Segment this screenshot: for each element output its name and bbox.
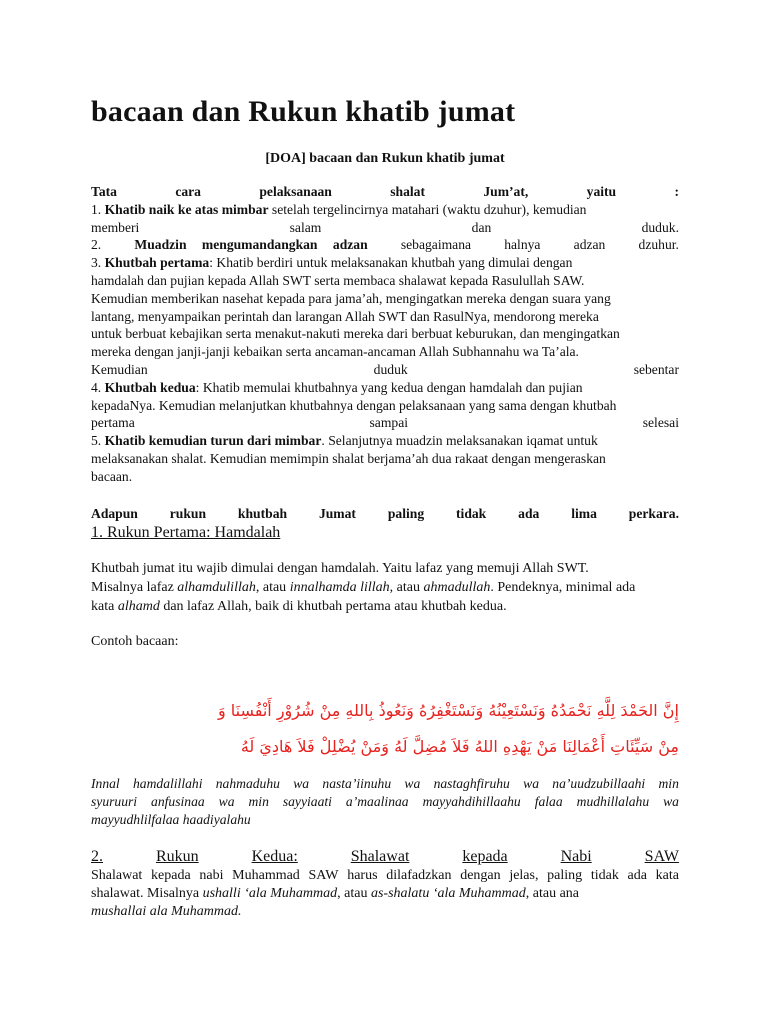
word: salam bbox=[289, 219, 322, 235]
step-title: Muadzin mengumandangkan adzan bbox=[134, 237, 368, 253]
word: paling bbox=[547, 868, 583, 883]
text: shalawat. Misalnya bbox=[91, 885, 203, 901]
step-number: 5. bbox=[91, 433, 102, 449]
step-text: : Khatib berdiri untuk melaksanakan khutbah yang dimulai dengan bbox=[209, 255, 573, 271]
rukun-2-heading bbox=[91, 847, 679, 867]
word: nabi bbox=[199, 868, 224, 883]
italic-term: alhamdulillah bbox=[177, 580, 256, 595]
word: SAW bbox=[644, 848, 679, 865]
word: wa bbox=[218, 793, 235, 809]
text: , atau bbox=[255, 580, 290, 595]
word: nastaghfiruhu bbox=[433, 776, 510, 791]
word: nasta’iinuhu bbox=[322, 776, 392, 791]
step-3-text: lantang, menyampaikan perintah dan larangan Allah SWT dan RasulNya, mendorong mereka bbox=[91, 308, 599, 324]
word: hamdalillahi bbox=[132, 776, 203, 791]
italic-term: innalhamda lillah bbox=[289, 580, 390, 595]
step-title: Khutbah pertama bbox=[104, 255, 210, 271]
transliteration bbox=[91, 775, 679, 828]
step-number: 2. bbox=[91, 237, 102, 253]
word: Kemudian bbox=[91, 361, 148, 377]
word: harus bbox=[347, 868, 378, 883]
tata-cara-section bbox=[91, 183, 679, 486]
rukun-2-line-2 bbox=[91, 885, 679, 903]
word: rukun bbox=[169, 506, 207, 521]
page-title: bacaan dan Rukun khatib jumat bbox=[91, 95, 516, 128]
text: . Pendeknya, minimal ada bbox=[490, 580, 636, 595]
word: anfusinaa bbox=[151, 793, 205, 809]
word: dilafadzkan bbox=[386, 868, 452, 883]
step-number: 3. bbox=[91, 255, 102, 271]
step-2-line bbox=[91, 236, 679, 254]
translit-line-1 bbox=[91, 775, 679, 793]
document-subtitle: [DOA] bacaan dan Rukun khatib jumat bbox=[265, 151, 505, 166]
word: wa bbox=[663, 793, 679, 809]
arabic-line-1: إِنَّ الحَمْدَ لِلَّهِ نَحْمَدُهُ وَنَسْتَعِيْنُهُ وَنَسْتَغْفِرُهُ وَنَعُوذُ بِاللهِ مِنْ شُرُوْرِ أَنْفُسِنَا وَ bbox=[217, 701, 679, 720]
word: a’maalinaa bbox=[345, 793, 409, 809]
word: Shalawat bbox=[350, 848, 410, 865]
word: mudhillalahu bbox=[576, 793, 650, 809]
step-text: . Selanjutnya muadzin melaksanakan iqamat untuk bbox=[321, 433, 598, 449]
rukun-1-paragraph bbox=[91, 559, 679, 616]
rukun-2-section bbox=[91, 847, 679, 920]
step-title: Khatib naik ke atas mimbar bbox=[104, 201, 269, 217]
tata-cara-heading bbox=[91, 183, 679, 201]
text: , atau bbox=[389, 580, 424, 595]
word: adzan bbox=[573, 237, 606, 253]
word: kepada bbox=[151, 868, 191, 883]
step-4-text: kepadaNya. Kemudian melanjutkan khutbahnya dengan pelaksanaan yang sama dengan khutbah bbox=[91, 397, 617, 413]
text: dan lafaz Allah, baik di khutbah pertama atau khutbah kedua. bbox=[159, 599, 507, 614]
italic-term: ushalli ‘ala Muhammad bbox=[202, 885, 338, 901]
arabic-line-2: مِنْ سَيِّئَاتِ أَعْمَالِنَا مَنْ يَهْدِهِ اللهُ فَلاَ مُضِلَّ لَهُ وَمَنْ يُضْلِلْ فَلاَ هَادِيَ لَهُ bbox=[240, 737, 679, 756]
word: min bbox=[658, 776, 679, 791]
word: duduk. bbox=[641, 219, 679, 235]
italic-term: alhamd bbox=[117, 599, 160, 614]
paragraph-line: Khutbah jumat itu wajib dimulai dengan hamdalah. Yaitu lafaz yang memuji Allah SWT. bbox=[91, 561, 589, 576]
word: sebagaimana bbox=[400, 237, 472, 253]
paragraph-line bbox=[91, 578, 679, 597]
word: memberi bbox=[91, 219, 140, 235]
heading-word: Tata bbox=[91, 184, 117, 199]
word: selesai bbox=[642, 415, 679, 431]
step-3-line bbox=[91, 254, 679, 272]
word: syuruuri bbox=[91, 793, 138, 809]
word: SAW bbox=[308, 868, 339, 883]
word: 2. bbox=[91, 848, 103, 865]
step-title: Khatib kemudian turun dari mimbar bbox=[104, 433, 322, 449]
word: kata bbox=[655, 868, 679, 883]
word: duduk bbox=[373, 361, 408, 377]
step-5-text: melaksanakan shalat. Kemudian memimpin shalat berjama’ah dua rakaat dengan mengeraskan bbox=[91, 450, 606, 466]
step-3-text: Kemudian memberikan nasehat kepada para jama’ah, mengingatkan mereka dengan suara yang bbox=[91, 290, 611, 306]
translit-line-2 bbox=[91, 793, 679, 811]
word: kepada bbox=[462, 848, 508, 865]
text: , atau bbox=[337, 885, 371, 901]
heading-word: pelaksanaan bbox=[259, 184, 332, 199]
word: falaa bbox=[534, 793, 563, 809]
heading-word: yaitu bbox=[586, 184, 617, 199]
word: jelas, bbox=[509, 868, 539, 883]
word: Innal bbox=[91, 776, 120, 791]
translit-line-3: mayyudhlilfalaa haadiyalahu bbox=[91, 811, 251, 827]
word: tidak bbox=[590, 868, 619, 883]
word: Kedua: bbox=[251, 848, 298, 865]
word: ada bbox=[627, 868, 647, 883]
word: Jumat bbox=[318, 506, 356, 521]
italic-term: ahmadullah bbox=[423, 580, 491, 595]
word: Muhammad bbox=[232, 868, 300, 883]
step-1-line-2 bbox=[91, 219, 679, 237]
text: Misalnya lafaz bbox=[91, 580, 178, 595]
word: wa bbox=[523, 776, 540, 791]
word: na’uudzubillaahi bbox=[552, 776, 646, 791]
rukun-intro-line bbox=[91, 505, 679, 523]
step-5-text: bacaan. bbox=[91, 468, 133, 484]
step-number: 4. bbox=[91, 379, 102, 395]
word: halnya bbox=[504, 237, 541, 253]
word: Shalawat bbox=[91, 868, 143, 883]
heading-word: Jum’at, bbox=[483, 184, 529, 199]
word: lima bbox=[571, 506, 597, 521]
rukun-1-heading-wrap bbox=[91, 523, 679, 543]
word: nahmaduhu bbox=[215, 776, 280, 791]
word: perkara. bbox=[628, 506, 679, 521]
word: wa bbox=[293, 776, 310, 791]
step-text: : Khatib memulai khutbahnya yang kedua dengan hamdalah dan pujian bbox=[195, 379, 583, 395]
step-text: setelah tergelincirnya matahari (waktu dzuhur), kemudian bbox=[271, 201, 587, 217]
word: tidak bbox=[456, 506, 487, 521]
rukun-intro bbox=[91, 505, 679, 523]
step-4-line bbox=[91, 379, 679, 397]
heading-word: cara bbox=[175, 184, 201, 199]
word: Rukun bbox=[155, 848, 199, 865]
step-1-line bbox=[91, 201, 679, 219]
word: paling bbox=[387, 506, 425, 521]
rukun-1-heading: 1. Rukun Pertama: Hamdalah bbox=[91, 524, 281, 541]
step-4-last-line bbox=[91, 414, 679, 432]
step-5-line bbox=[91, 432, 679, 450]
step-title: Khutbah kedua bbox=[104, 379, 196, 395]
word: dzuhur. bbox=[638, 237, 679, 253]
word: dengan bbox=[460, 868, 501, 883]
word: mayyahdihillaahu bbox=[422, 793, 521, 809]
italic-term: mushallai ala Muhammad. bbox=[91, 903, 242, 919]
word: min bbox=[248, 793, 269, 809]
text: , atau ana bbox=[525, 885, 580, 901]
paragraph-line bbox=[91, 597, 679, 616]
rukun-2-line-3 bbox=[91, 903, 679, 921]
heading-word: : bbox=[674, 184, 679, 199]
word: Nabi bbox=[560, 848, 592, 865]
italic-term: as-shalatu ‘ala Muhammad bbox=[370, 885, 526, 901]
contoh-label-wrap bbox=[91, 633, 679, 651]
step-3-last-line bbox=[91, 361, 679, 379]
step-3-text: hamdalah dan pujian kepada Allah SWT serta membaca shalawat kepada Rasulullah SAW. bbox=[91, 272, 585, 288]
word: pertama bbox=[91, 415, 135, 431]
word: ada bbox=[518, 506, 540, 521]
word: sayyiaati bbox=[282, 793, 332, 809]
rukun-2-line-1 bbox=[91, 867, 679, 885]
word: dan bbox=[471, 219, 492, 235]
word: wa bbox=[404, 776, 421, 791]
word: khutbah bbox=[237, 506, 288, 521]
word: Adapun bbox=[91, 506, 138, 521]
word: sampai bbox=[369, 415, 409, 431]
text: kata bbox=[91, 599, 118, 614]
step-3-text: untuk berbuat kebajikan serta menakut-nakuti mereka dari berbuat keburukan, dan mengingatkan bbox=[91, 326, 620, 342]
step-number: 1. bbox=[91, 201, 102, 217]
contoh-label: Contoh bacaan: bbox=[91, 634, 179, 649]
heading-word: shalat bbox=[390, 184, 425, 199]
word: sebentar bbox=[633, 361, 679, 377]
step-3-text: mereka dengan janji-janji kebaikan serta ancaman-ancaman Allah Subhannahu wa Ta’ala. bbox=[91, 344, 579, 360]
